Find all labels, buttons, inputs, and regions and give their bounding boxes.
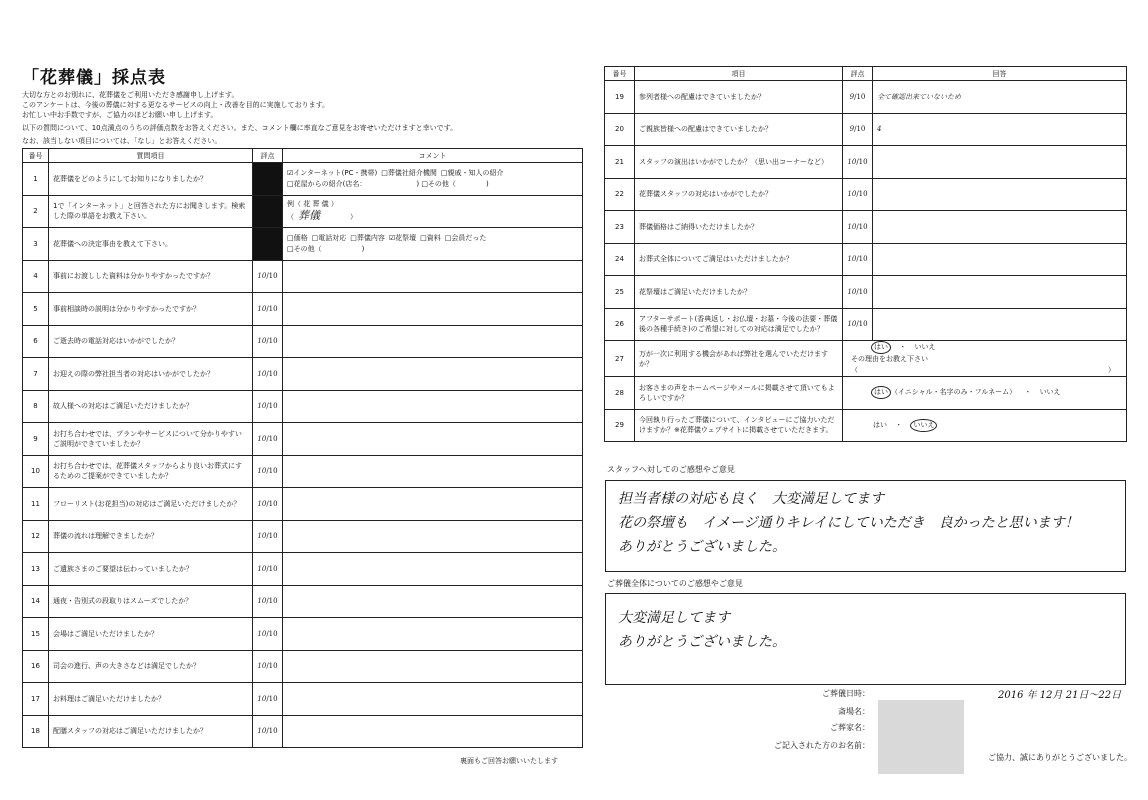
table-row (23, 488, 583, 521)
reason-close: ） (1108, 366, 1115, 374)
answer-cell[interactable] (873, 146, 1127, 179)
score-max: /10 (856, 287, 868, 296)
handwritten-line: ありがとうございました。 (618, 634, 786, 650)
score-max: /10 (854, 125, 866, 134)
row-num: 24 (605, 243, 635, 276)
option-no[interactable]: いいえ (914, 343, 936, 351)
score-blackout (253, 163, 283, 196)
row-question: 事前にお渡しした資料は分かりやすかったですか？ (49, 260, 253, 293)
score-max: /10 (856, 255, 868, 264)
row-answer (843, 341, 1127, 377)
table-header-row (605, 67, 1127, 81)
row-comment (283, 228, 583, 261)
score-cell[interactable] (843, 211, 873, 244)
row-question: お葬式全体についてご満足はいただけましたか？ (635, 243, 843, 276)
row-question: 万が一次に利用する機会があれば弊社を選んでいただけますか？ (635, 341, 843, 377)
score-max: /10 (854, 92, 866, 101)
table-row (23, 390, 583, 423)
score-max: /10 (266, 727, 278, 736)
row-num: 9 (23, 423, 49, 456)
score-max: /10 (856, 190, 868, 199)
col-header-num: 番号 (605, 67, 635, 81)
row-num: 5 (23, 293, 49, 326)
row-num: 1 (23, 163, 49, 196)
handwritten-score: 10 (847, 222, 857, 231)
score-max: /10 (266, 694, 278, 703)
answer-cell[interactable] (873, 178, 1127, 211)
staff-comment-box[interactable] (605, 480, 1126, 572)
right-score-table (604, 66, 1127, 442)
table-row-q28 (605, 377, 1127, 410)
option-checkbox[interactable]: □その他（ (287, 244, 322, 253)
score-max: /10 (856, 157, 868, 166)
row-comment (283, 195, 583, 228)
row-question: 故人様への対応はご満足いただけましたか？ (49, 390, 253, 423)
intro-line: このアンケートは、今後の葬儀に対する更なるサービスの向上・改善を目的に実施しております。 (22, 101, 330, 109)
left-score-table (22, 148, 583, 748)
table-row (23, 715, 583, 748)
table-row-q29 (605, 409, 1127, 442)
score-max: /10 (266, 532, 278, 541)
table-row (23, 358, 583, 391)
row-num: 6 (23, 325, 49, 358)
option-close: ) (361, 244, 365, 253)
handwritten-line: ありがとうございました。 (618, 539, 786, 555)
row-question: ご逝去時の電話対応はいかがでしたか？ (49, 325, 253, 358)
score-max: /10 (856, 222, 868, 231)
handwritten-score: 10 (257, 597, 267, 606)
table-header-row (23, 149, 583, 163)
score-cell[interactable] (253, 618, 283, 651)
col-header-score: 評点 (253, 149, 283, 163)
row-question: お打ち合わせでは、プランやサービスについて分かりやすいご説明ができていましたか？ (49, 423, 253, 456)
option-yes-circled[interactable]: はい (871, 341, 891, 354)
score-cell[interactable] (253, 715, 283, 748)
row-num: 10 (23, 455, 49, 488)
separator: ・ (1024, 388, 1032, 397)
row-num: 7 (23, 358, 49, 391)
answer-open: （ (287, 213, 294, 222)
handwritten-score: 10 (847, 157, 857, 166)
table-row (605, 276, 1127, 309)
option-checkbox[interactable]: □電話対応 (311, 233, 347, 242)
option-checkbox[interactable]: ☑インターネット(PC・携帯) (287, 168, 378, 177)
publish-options[interactable]: （イニシャル・名字のみ・フルネーム） (891, 388, 1017, 397)
score-cell[interactable] (253, 423, 283, 456)
score-cell[interactable] (843, 243, 873, 276)
score-cell[interactable] (253, 585, 283, 618)
table-row (23, 260, 583, 293)
handwritten-score: 10 (257, 434, 267, 443)
row-question: 葬儀価格はご納得いただけましたか？ (635, 211, 843, 244)
score-max: /10 (856, 320, 868, 329)
row-question: 参列者様への配慮はできていましたか？ (635, 81, 843, 114)
score-max: /10 (266, 597, 278, 606)
score-max: /10 (266, 304, 278, 313)
row-num: 8 (23, 390, 49, 423)
row-question: 司会の進行、声の大きさなどは満足でしたか？ (49, 650, 253, 683)
score-max: /10 (266, 467, 278, 476)
row-question: 花祭壇はご満足いただけましたか？ (635, 276, 843, 309)
row-question: お料理はご満足いただけましたか？ (49, 683, 253, 716)
writer-name-label: ご記入された方のお名前： (774, 741, 870, 750)
table-row (605, 178, 1127, 211)
score-cell[interactable] (253, 358, 283, 391)
row-question: 葬儀の流れは理解できましたか？ (49, 520, 253, 553)
row-comment (283, 163, 583, 196)
handwritten-score: 10 (847, 287, 857, 296)
row-num: 17 (23, 683, 49, 716)
row-num: 4 (23, 260, 49, 293)
score-max: /10 (266, 564, 278, 573)
answer-cell[interactable] (873, 308, 1127, 341)
handwritten-score: 9 (849, 92, 855, 101)
family-label: ご葬家名： (830, 723, 870, 732)
score-cell[interactable] (843, 276, 873, 309)
handwritten-score: 10 (257, 694, 267, 703)
handwritten-score: 10 (257, 272, 267, 281)
row-question: 会場はご満足いただけましたか？ (49, 618, 253, 651)
row-question: お迎えの際の弊社担当者の対応はいかがでしたか？ (49, 358, 253, 391)
answer-cell[interactable]: 4 (873, 113, 1127, 146)
option-checkbox[interactable]: □葬儀内容 (350, 233, 385, 242)
comment-cell[interactable] (283, 325, 583, 358)
comment-cell[interactable] (283, 585, 583, 618)
score-cell[interactable] (843, 308, 873, 341)
option-checkbox[interactable]: □会員だった (444, 233, 487, 242)
intro-line: 大切な方とのお別れに、花葬儀をご利用いただき感謝申し上げます。 (22, 91, 239, 99)
score-cell[interactable] (843, 146, 873, 179)
form-title: 「花葬儀」採点表 (22, 68, 166, 88)
staff-section-label: スタッフへ対してのご感想やご意見 (607, 465, 735, 474)
row-num: 2 (23, 195, 49, 228)
option-no[interactable]: いいえ (1039, 388, 1061, 397)
table-row-q3 (23, 228, 583, 261)
score-max: /10 (266, 499, 278, 508)
option-checkbox[interactable]: ☑花祭壇 (388, 233, 417, 242)
row-num: 27 (605, 341, 635, 377)
handwritten-score: 10 (257, 662, 267, 671)
left-header (22, 68, 582, 146)
separator: ・ (899, 343, 907, 351)
option-no-circled[interactable]: いいえ (910, 419, 937, 432)
row-question: ご遺族さまのご要望は伝わっていましたか？ (49, 553, 253, 586)
row-question: 1で「インターネット」と回答された方にお聞きします。検索した際の単語をお教え下さい。 (49, 195, 253, 228)
row-question: 通夜・告別式の段取りはスムーズでしたか？ (49, 585, 253, 618)
row-num: 23 (605, 211, 635, 244)
table-row (23, 683, 583, 716)
option-checkbox[interactable]: □葬儀社紹介機関 (381, 168, 437, 177)
comment-cell[interactable] (283, 455, 583, 488)
handwritten-score: 10 (257, 564, 267, 573)
handwritten-score: 10 (257, 402, 267, 411)
answer-close: ） (350, 213, 357, 222)
row-num: 3 (23, 228, 49, 261)
score-cell[interactable] (253, 488, 283, 521)
score-cell[interactable] (253, 553, 283, 586)
score-cell[interactable] (843, 81, 873, 114)
option-checkbox[interactable]: □花屋からの紹介(店名： (287, 179, 367, 188)
option-checkbox[interactable]: □資料 (420, 233, 441, 242)
table-row (23, 455, 583, 488)
table-row-q2 (23, 195, 583, 228)
comment-cell[interactable] (283, 618, 583, 651)
option-checkbox[interactable]: □価格 (287, 233, 308, 242)
handwritten-score: 10 (847, 190, 857, 199)
table-row (23, 325, 583, 358)
table-row (605, 211, 1127, 244)
score-cell[interactable] (253, 455, 283, 488)
comment-cell[interactable] (283, 423, 583, 456)
redacted-area (878, 700, 964, 774)
intro-line: なお、該当しない項目については、「なし」とお答えください。 (22, 137, 222, 145)
col-header-question: 質問項目 (49, 149, 253, 163)
handwritten-score: 10 (257, 337, 267, 346)
row-num: 22 (605, 178, 635, 211)
col-header-answer: 回答 (873, 67, 1127, 81)
overall-comment-box[interactable] (605, 593, 1126, 685)
handwritten-score: 10 (257, 467, 267, 476)
comment-cell[interactable] (283, 390, 583, 423)
intro-text (22, 90, 582, 146)
handwritten-line: 花の祭壇も イメージ通りキレイにしていただき 良かったと思います！ (618, 515, 1079, 531)
comment-cell[interactable] (283, 650, 583, 683)
reason-open: （ (851, 366, 858, 374)
col-header-question: 項目 (635, 67, 843, 81)
score-cell[interactable] (843, 178, 873, 211)
score-max: /10 (266, 337, 278, 346)
row-question: お客さまの声をホームページやメールに掲載させて頂いてもよろしいですか？ (635, 377, 843, 410)
row-num: 12 (23, 520, 49, 553)
comment-cell[interactable] (283, 683, 583, 716)
thanks-text: ご協力、誠にありがとうございました。 (988, 753, 1132, 762)
table-row (605, 243, 1127, 276)
col-header-score: 評点 (843, 67, 873, 81)
option-checkbox[interactable]: ) □その他（ (416, 179, 456, 188)
handwritten-score: 10 (257, 532, 267, 541)
table-row (23, 650, 583, 683)
option-checkbox[interactable]: □親戚・知人の紹介 (440, 168, 504, 177)
right-scored-rows (605, 81, 1127, 341)
option-close: ) (485, 179, 489, 188)
back-note: 裏面もご回答お願いいたします (460, 757, 558, 765)
row-question: スタッフの演出はいかがでしたか？（思い出コーナーなど） (635, 146, 843, 179)
table-row (605, 113, 1127, 146)
table-row (23, 423, 583, 456)
row-answer (843, 377, 1127, 410)
row-num: 16 (23, 650, 49, 683)
row-num: 14 (23, 585, 49, 618)
example-text: 例（ 花 葬 儀 ） (287, 200, 338, 209)
table-row (23, 520, 583, 553)
row-question: 花葬儀スタッフの対応はいかがでしたか？ (635, 178, 843, 211)
handwritten-score: 10 (257, 629, 267, 638)
comment-cell[interactable] (283, 488, 583, 521)
comment-cell[interactable] (283, 358, 583, 391)
row-num: 13 (23, 553, 49, 586)
comment-cell[interactable] (283, 553, 583, 586)
row-question: アフターサポート(香典返し・お仏壇・お墓・今後の法要・葬儀後の各種手続き)のご希望に対しての対応は満足でしたか？ (635, 308, 843, 341)
score-cell[interactable] (253, 260, 283, 293)
row-num: 11 (23, 488, 49, 521)
score-max: /10 (266, 272, 278, 281)
comment-cell[interactable] (283, 520, 583, 553)
col-header-comment: コメント (283, 149, 583, 163)
handwritten-score: 10 (257, 727, 267, 736)
answer-cell[interactable] (873, 276, 1127, 309)
score-cell[interactable] (253, 683, 283, 716)
comment-cell[interactable] (283, 293, 583, 326)
reason-label: その理由をお教え下さい (851, 355, 928, 363)
score-cell[interactable] (253, 520, 283, 553)
answer-cell[interactable] (873, 211, 1127, 244)
row-num: 20 (605, 113, 635, 146)
row-question: 配膳スタッフの対応はご満足いただけましたか？ (49, 715, 253, 748)
score-max: /10 (266, 402, 278, 411)
row-question: 花葬儀をどのようにしてお知りになりましたか？ (49, 163, 253, 196)
row-num: 29 (605, 409, 635, 442)
score-max: /10 (266, 369, 278, 378)
score-cell[interactable] (253, 390, 283, 423)
handwritten-score: 9 (849, 125, 855, 134)
handwritten-line: 担当者様の対応も良く 大変満足してます (618, 491, 884, 507)
score-cell[interactable] (253, 293, 283, 326)
intro-line: 以下の質問について、10点満点のうちの評価点数をお答えください。また、コメント欄に率直なご意見をお寄せいただけますと幸いです。 (22, 124, 458, 132)
separator: ・ (895, 420, 903, 429)
comment-cell[interactable] (283, 260, 583, 293)
handwritten-score: 10 (257, 369, 267, 378)
score-max: /10 (266, 434, 278, 443)
funeral-date-label: ご葬儀日時： (822, 689, 870, 698)
option-yes-circled[interactable]: はい (871, 386, 891, 399)
row-question: 今回執り行ったご葬儀について、インタビューにご協力いただけますか？※花葬儀ウェブサイトに掲載させていただきます。 (635, 409, 843, 442)
score-max: /10 (266, 662, 278, 671)
intro-line: お忙しい中お手数ですが、ご協力のほどお願い申し上げます。 (22, 111, 218, 119)
row-question: フローリスト(お花担当)の対応はご満足いただけましたか？ (49, 488, 253, 521)
table-row-q1 (23, 163, 583, 196)
table-row (23, 618, 583, 651)
row-question: お打ち合わせでは、花葬儀スタッフからより良いお葬式にするためのご提案ができていましたか？ (49, 455, 253, 488)
row-num: 25 (605, 276, 635, 309)
left-scored-rows (23, 260, 583, 748)
handwritten-score: 10 (257, 499, 267, 508)
score-blackout (253, 195, 283, 228)
score-cell[interactable] (253, 325, 283, 358)
score-blackout (253, 228, 283, 261)
funeral-date-value[interactable]: 2016 年 12月 21日〜22日 (998, 690, 1122, 701)
comment-cell[interactable] (283, 715, 583, 748)
answer-cell[interactable] (873, 243, 1127, 276)
row-answer (843, 409, 1127, 442)
table-row (605, 81, 1127, 114)
row-question: 事前相談時の説明は分かりやすかったですか？ (49, 293, 253, 326)
table-row-q27 (605, 341, 1127, 377)
venue-label: 斎場名： (838, 707, 870, 716)
row-num: 19 (605, 81, 635, 114)
row-num: 18 (23, 715, 49, 748)
row-num: 26 (605, 308, 635, 341)
handwritten-answer[interactable]: 葬儀 (298, 209, 320, 223)
score-cell[interactable] (843, 113, 873, 146)
table-row (23, 553, 583, 586)
row-question: 花葬儀への決定事由を教えて下さい。 (49, 228, 253, 261)
row-num: 28 (605, 377, 635, 410)
overall-section-label: ご葬儀全体についてのご感想やご意見 (607, 579, 743, 588)
row-question: ご親族皆様への配慮はできていましたか？ (635, 113, 843, 146)
handwritten-score: 10 (847, 255, 857, 264)
row-num: 15 (23, 618, 49, 651)
table-row (23, 585, 583, 618)
score-max: /10 (266, 629, 278, 638)
handwritten-score: 10 (257, 304, 267, 313)
handwritten-line: 大変満足してます (618, 610, 730, 626)
answer-cell[interactable]: 全て確認出来ていないため (873, 81, 1127, 114)
table-row (605, 308, 1127, 341)
row-num: 21 (605, 146, 635, 179)
col-header-num: 番号 (23, 149, 49, 163)
option-yes[interactable]: はい (873, 420, 887, 429)
handwritten-score: 10 (847, 320, 857, 329)
score-cell[interactable] (253, 650, 283, 683)
table-row (23, 293, 583, 326)
table-row (605, 146, 1127, 179)
